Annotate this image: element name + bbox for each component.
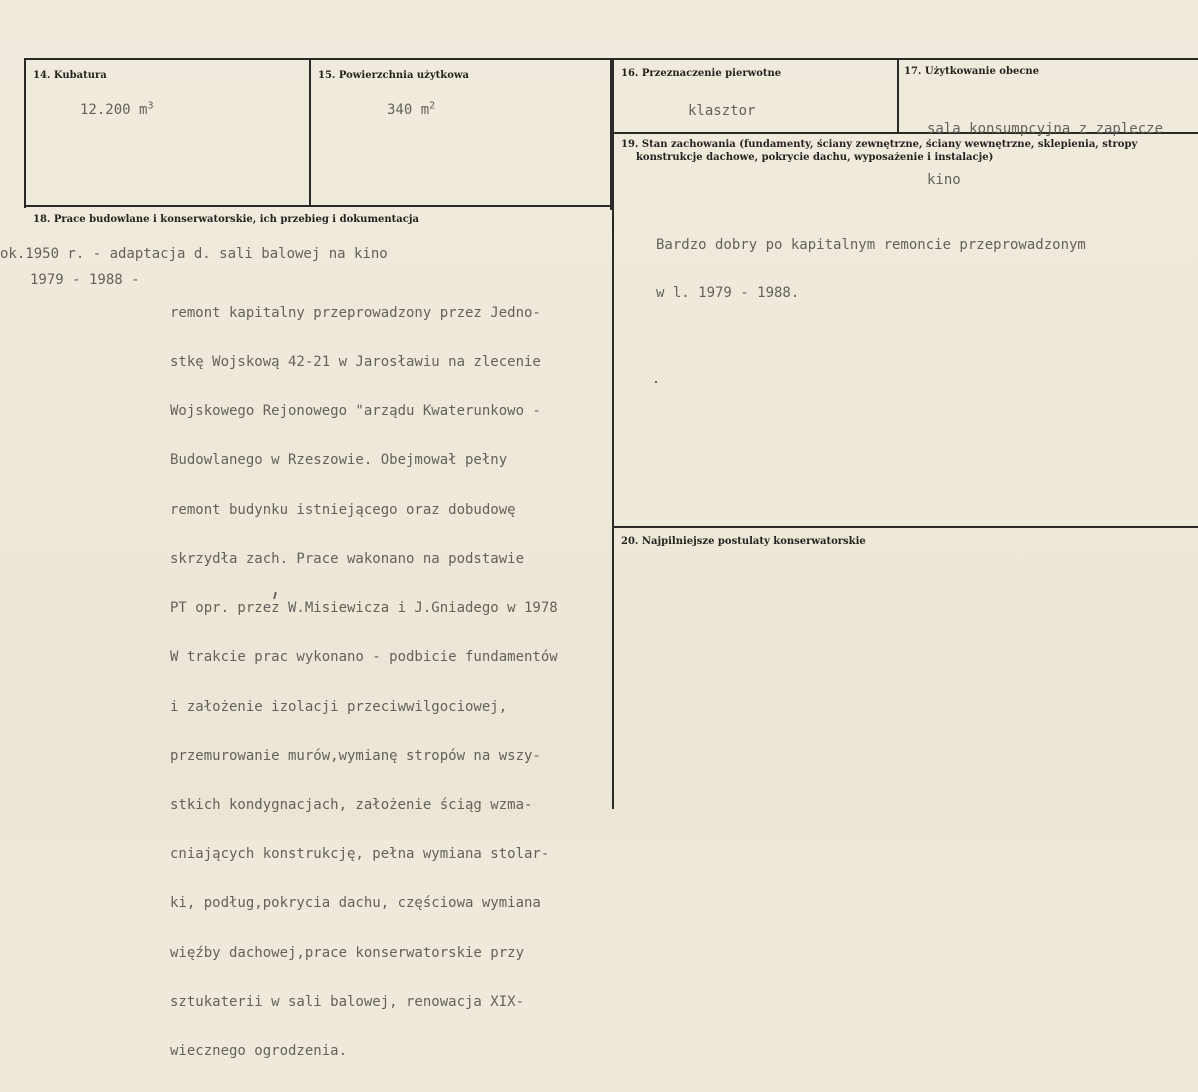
field-15-value [387, 102, 435, 119]
left-frame [24, 58, 26, 208]
field-19-label-line: 19. Stan zachowania (fundamenty, ściany zewnętrzne, ściany wewnętrzne, sklepienia, stropy [621, 139, 1138, 150]
text-line: Budowlanego w Rzeszowie. Obejmował pełny [170, 452, 508, 469]
powierzchnia-unit-exponent: 2 [429, 100, 436, 112]
text-line: kino [927, 172, 961, 188]
text-line: więźby dachowej,prace konserwatorskie przy [170, 944, 525, 961]
field-16-value: klasztor [688, 103, 756, 119]
text-line: remont kapitalny przeprowadzony przez Jedno- [170, 304, 541, 321]
text-line: stkich kondygnacjach, założenie ściąg wzma- [170, 797, 533, 813]
divider-14-15 [309, 60, 311, 206]
text-line: PT opr. przez W.Misiewicza i J.Gniadego w 1978 [170, 600, 558, 617]
field-20-label: 20. Najpilniejsze postulaty konserwatorskie [621, 536, 866, 547]
text-line: W trakcie prac wykonano - podbicie fundamentów [170, 649, 558, 666]
field-18-label: 18. Prace budowlane i konserwatorskie, ich przebieg i dokumentacja [33, 214, 419, 225]
kubatura-value: 12.200 m [80, 102, 148, 118]
rule-below-14-15 [24, 205, 612, 207]
field-16-label: 16. Przeznaczenie pierwotne [621, 68, 782, 79]
text-line: Bardzo dobry po kapitalnym remoncie przeprowadzonym [656, 237, 1086, 253]
field-19-label [621, 138, 1137, 164]
divider-16-17 [897, 60, 899, 134]
field-19-value [656, 205, 1086, 333]
text-line: przemurowanie murów,wymianę stropów na wszy- [170, 747, 541, 764]
field-18-body [170, 272, 558, 1092]
field-14-value [80, 102, 153, 119]
text-line: skrzydła zach. Prace wakonano na podstawie [170, 550, 525, 567]
field-14-label: 14. Kubatura [33, 70, 107, 81]
text-line: i założenie izolacji przeciwwilgociowej, [170, 698, 508, 715]
text-line: cniających konstrukcję, pełna wymiana stolar- [170, 846, 550, 863]
center-divider [612, 60, 614, 809]
text-line: sala konsumpcyjna z zaplecze [927, 121, 1164, 137]
text-line: stkę Wojskową 42-21 w Jarosławiu na zlecenie [170, 354, 541, 371]
field-19-label-line: konstrukcje dachowe, pokrycie dachu, wyposażenie i instalacje) [636, 152, 994, 163]
text-line: Wojskowego Rejonowego "arządu Kwaterunkowo - [170, 403, 541, 420]
text-line: remont budynku istniejącego oraz dobudowę [170, 501, 516, 518]
field-15-label: 15. Powierzchnia użytkowa [318, 70, 469, 81]
text-line: w l. 1979 - 1988. [656, 285, 800, 301]
text-line: ki, podług,pokrycia dachu, częściowa wymiana [170, 895, 541, 912]
field-17-label: 17. Użytkowanie obecne [904, 66, 1040, 77]
field-18-first-line: ok.1950 r. - adaptacja d. sali balowej na kino [0, 246, 388, 262]
field-18-date-range: 1979 - 1988 - [30, 272, 140, 288]
text-line: wiecznego ogrodzenia. [170, 1043, 348, 1060]
text-line: sztukaterii w sali balowej, renowacja XIX- [170, 993, 525, 1010]
kubatura-unit-exponent: 3 [147, 100, 154, 112]
paper-speck [655, 381, 657, 383]
powierzchnia-value: 340 m [387, 102, 430, 118]
rule-above-20 [612, 526, 1198, 528]
